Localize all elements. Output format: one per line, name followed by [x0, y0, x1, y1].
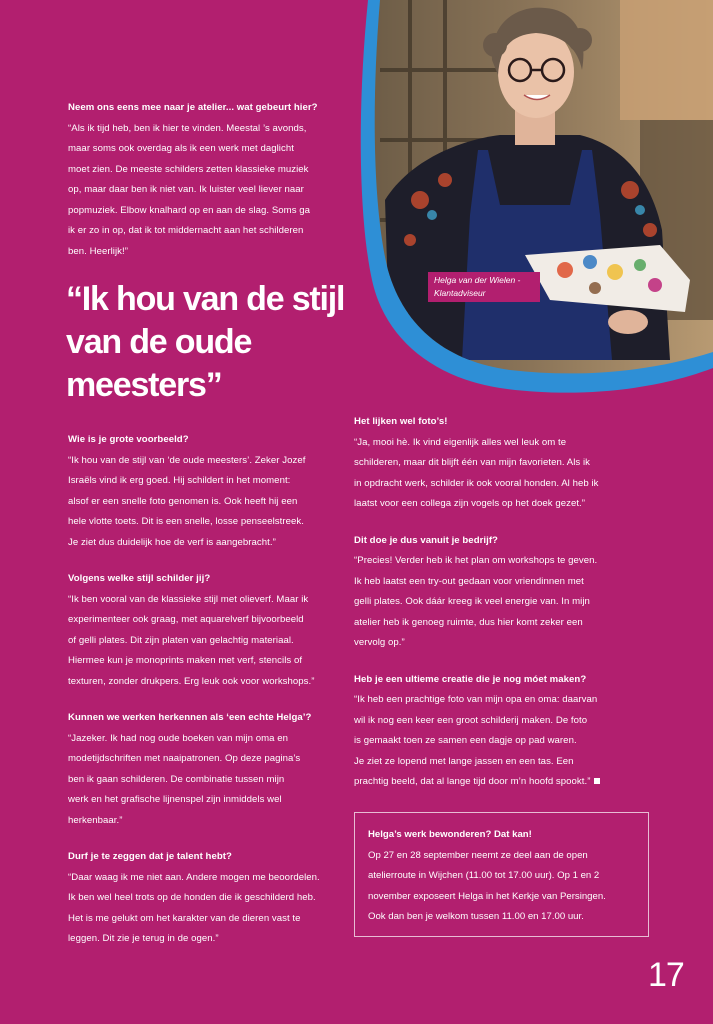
caption-role: Klantadviseur: [434, 288, 486, 298]
left-column: [68, 430, 353, 950]
body-line: “Ik heb een prachtige foto van mijn opa en oma: daarvan: [354, 694, 598, 705]
pull-quote-line: van de oude: [66, 323, 252, 361]
end-mark-icon: [594, 778, 600, 784]
pull-quote-line: “Ik hou van de stijl: [66, 280, 345, 318]
body-line: ben ik gaan schilderen. De combinatie tussen mijn: [68, 773, 285, 785]
body-line: “Daar waag ik me niet aan. Andere mogen me beoordelen.: [68, 871, 320, 883]
body-line: herkenbaar.”: [68, 814, 123, 826]
info-line: Op 27 en 28 september neemt ze deel aan de open: [368, 849, 588, 861]
body-line: op, maar daar ben ik niet van. Ik luister veel liever naar: [68, 184, 304, 195]
body-line: in opdracht werk, schilder ik ook vooral honden. Al heb ik: [354, 477, 599, 489]
question: Het lijken wel foto’s!: [354, 416, 448, 427]
body-line: Israëls vind ik erg goed. Hij schildert in het moment:: [68, 475, 291, 486]
right-column: [354, 412, 654, 793]
qa-section: [68, 569, 353, 692]
body-line: texturen, zonder drukpers. Erg leuk ook voor workshops.”: [68, 675, 315, 687]
question: Wie is je grote voorbeeld?: [68, 434, 189, 445]
portrait-photo: [350, 0, 713, 398]
qa-section: [354, 531, 654, 654]
body-line: schilderen, maar dit blijft één van mijn favorieten. Als ik: [354, 457, 590, 468]
body-line: hele vlotte toets. Dit is een snelle, losse penseelstreek.: [68, 516, 304, 527]
body-line: laatst voor een collega zijn vogels op het doek gezet.”: [354, 498, 586, 509]
body-line: experimenteer ook graag, met aquarelverf bijvoorbeeld: [68, 614, 304, 625]
body-line: “Precies! Verder heb ik het plan om workshops te geven.: [354, 555, 598, 566]
body-line: “Ik hou van de stijl van ‘de oude meesters’. Zeker Jozef: [68, 454, 306, 466]
body-line: of gelli plates. Dit zijn platen van gelachtig materiaal.: [68, 634, 294, 646]
body-line: alsof er een snelle foto genomen is. Ook heeft hij een: [68, 495, 298, 507]
pull-quote: [66, 278, 356, 407]
body-line: leggen. Dit zie je terug in de ogen.”: [68, 933, 219, 944]
info-line: november exposeert Helga in het Kerkje van Persingen.: [368, 890, 606, 902]
photo-caption: [428, 272, 540, 302]
body-line: werk en het grafische lijnenspel zijn inmiddels wel: [68, 794, 282, 805]
info-line: atelierroute in Wijchen (11.00 tot 17.00 uur). Op 1 en 2: [368, 870, 600, 881]
body-line: vervolg op.”: [354, 637, 405, 648]
caption-name: Helga van der Wielen -: [434, 275, 521, 285]
body-line: Ik ben wel heel trots op de honden die ik geschilderd heb.: [68, 892, 316, 903]
body-line: is gemaakt toen ze samen een dagje op pad waren.: [354, 735, 577, 746]
qa-section: [68, 847, 353, 950]
question: Dit doe je dus vanuit je bedrijf?: [354, 534, 498, 546]
body-line: Het is me gelukt om het karakter van de dieren vast te: [68, 912, 301, 924]
body-line: moet zien. De meeste schilders zetten klassieke muziek: [68, 163, 309, 175]
qa-section: [68, 430, 353, 553]
pull-quote-line: meesters”: [66, 366, 222, 404]
body-line: popmuziek. Elbow knalhard op en aan de slag. Soms ga: [68, 204, 311, 216]
qa-section: [354, 412, 654, 515]
body-line: “Ja, mooi hè. Ik vind eigenlijk alles wel leuk om te: [354, 436, 567, 448]
body-line: “Jazeker. Ik had nog oude boeken van mijn oma en: [68, 732, 288, 744]
body-line: gelli plates. Ook dáár kreeg ik veel energie van. In mijn: [354, 596, 590, 607]
qa-section: [68, 708, 353, 831]
body-line: Ik heb laatst een try-out gedaan voor vriendinnen met: [354, 575, 584, 587]
intro-question: Neem ons eens mee naar je atelier... wat gebeurt hier?: [68, 102, 318, 113]
event-info-box: [354, 812, 649, 937]
page-number: 17: [648, 956, 684, 994]
body-line: modetijdschriften met naaipatronen. Op deze pagina’s: [68, 753, 301, 764]
body-line: prachtig beeld, dat al lange tijd door m’n hoofd spookt.”: [354, 776, 591, 787]
body-line: Je ziet ze lopend met lange jassen en een tas. Een: [354, 755, 574, 767]
body-line: wil ik nog een keer een groot schilderij maken. De foto: [354, 714, 588, 726]
question: Kunnen we werken herkennen als ‘een echte Helga’?: [68, 712, 312, 723]
info-line: Ook dan ben je welkom tussen 11.00 en 17.00 uur.: [368, 911, 584, 922]
question: Heb je een ultieme creatie die je nog móet maken?: [354, 673, 587, 685]
body-line: Hiermee kun je monoprints maken met verf, stencils of: [68, 655, 303, 666]
intro-block: [68, 98, 358, 262]
question: Durf je te zeggen dat je talent hebt?: [68, 851, 232, 862]
info-box-title: Helga’s werk bewonderen? Dat kan!: [368, 829, 532, 840]
body-line: atelier heb ik genoeg ruimte, dus hier komt zeker een: [354, 616, 583, 628]
question: Volgens welke stijl schilder jij?: [68, 573, 211, 584]
body-line: ik er zo in op, dat ik tot middernacht aan het schilderen: [68, 225, 304, 236]
qa-section: [354, 670, 654, 793]
body-line: “Als ik tijd heb, ben ik hier te vinden. Meestal ’s avonds,: [68, 122, 307, 134]
body-line: Je ziet dus duidelijk hoe de verf is aangebracht.”: [68, 536, 276, 548]
body-line: ben. Heerlijk!”: [68, 245, 128, 257]
body-line: “Ik ben vooral van de klassieke stijl met olieverf. Maar ik: [68, 593, 309, 605]
body-line: maar soms ook overdag als ik een werk met daglicht: [68, 143, 294, 154]
